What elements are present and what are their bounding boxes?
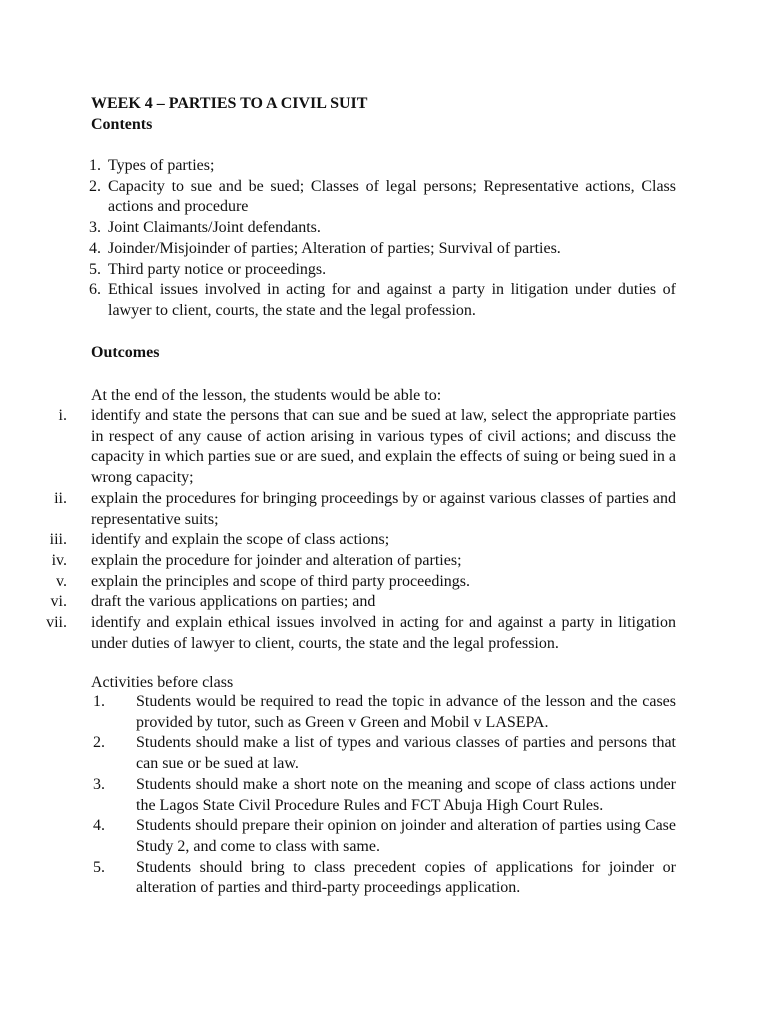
contents-item [75, 239, 676, 260]
activity-item-text: Students should prepare their opinion on joinder and alteration of parties using Case Study 2, and come to class with same. [136, 817, 676, 855]
activity-item [91, 733, 676, 774]
outcomes-heading: Outcomes [91, 344, 160, 361]
contents-item-text: Joinder/Misjoinder of parties; Alteration of parties; Survival of parties. [108, 239, 561, 257]
contents-item-number: 5. [89, 260, 101, 278]
contents-item-number: 3. [89, 219, 101, 237]
outcome-item [30, 592, 676, 613]
document-title: WEEK 4 – PARTIES TO A CIVIL SUIT [91, 95, 368, 112]
contents-heading: Contents [91, 116, 153, 133]
activities-heading: Activities before class [91, 674, 234, 691]
outcome-item-text: explain the procedures for bringing proceedings by or against various classes of parties and representative suits; [91, 489, 676, 528]
outcome-item-number: vi. [50, 593, 67, 611]
activity-item-text: Students would be required to read the topic in advance of the lesson and the cases provided by tutor, such as Green v Green and Mobil v LASEPA. [136, 693, 676, 731]
outcome-item-text: identify and state the persons that can sue and be sued at law, select the appropriate parties in respect of any cause of action arising in various types of civil actions; and discuss the capacity in which parties sue or are sued, and explain the effects of suing or being sued in a wrong capacity; [91, 407, 676, 487]
outcome-item-text: explain the principles and scope of third party proceedings. [91, 572, 470, 590]
contents-item [75, 280, 676, 321]
outcome-item-text: explain the procedure for joinder and alteration of parties; [91, 551, 462, 569]
contents-list [75, 156, 676, 322]
outcome-item-number: iv. [51, 551, 67, 569]
outcome-item-number: iii. [49, 531, 67, 549]
activity-item [91, 816, 676, 857]
contents-item-text: Ethical issues involved in acting for and against a party in litigation under duties of lawyer to client, courts, the state and the legal profession. [108, 281, 676, 319]
outcome-item [30, 613, 676, 654]
outcome-item-text: identify and explain ethical issues involved in acting for and against a party in litigation under duties of lawyer to client, courts, the state and the legal profession. [91, 614, 676, 652]
outcome-item-number: v. [56, 572, 67, 590]
outcome-item [30, 489, 676, 530]
outcome-item-number: i. [58, 407, 67, 424]
contents-item-number: 4. [89, 239, 101, 257]
activity-item [91, 858, 676, 899]
activity-item-number: 2. [93, 734, 105, 752]
contents-item-text: Joint Claimants/Joint defendants. [108, 219, 321, 237]
contents-item [75, 260, 676, 281]
outcome-item [30, 406, 676, 489]
activity-item-text: Students should bring to class precedent copies of applications for joinder or alteration of parties and third-party proceedings application. [136, 858, 676, 897]
contents-item [75, 156, 676, 177]
outcome-item [30, 530, 676, 551]
activity-item [91, 775, 676, 816]
activity-item-text: Students should make a short note on the meaning and scope of class actions under the Lagos State Civil Procedure Rules and FCT Abuja High Court Rules. [136, 775, 676, 814]
outcome-item-number: vii. [46, 614, 67, 632]
activity-item [91, 692, 676, 733]
contents-item-text: Types of parties; [108, 157, 215, 174]
outcome-item [30, 551, 676, 572]
outcome-item-text: draft the various applications on parties; and [91, 593, 376, 611]
activity-item-text: Students should make a list of types and various classes of parties and persons that can sue or be sued at law. [136, 734, 676, 773]
activities-list [91, 692, 676, 899]
contents-item-text: Capacity to sue and be sued; Classes of legal persons; Representative actions, Class actions and procedure [108, 177, 676, 216]
outcome-item-text: identify and explain the scope of class actions; [91, 531, 390, 549]
activity-item-number: 4. [93, 817, 105, 835]
outcomes-list [30, 406, 676, 654]
activity-item-number: 5. [93, 858, 105, 876]
outcome-item-number: ii. [54, 489, 67, 507]
outcomes-intro: At the end of the lesson, the students would be able to: [91, 387, 442, 404]
contents-item-number: 1. [89, 157, 101, 174]
contents-item [75, 177, 676, 218]
activity-item-number: 3. [93, 775, 105, 793]
contents-item-text: Third party notice or proceedings. [108, 260, 327, 278]
outcome-item [30, 572, 676, 593]
contents-item-number: 2. [89, 177, 101, 195]
contents-item [75, 218, 676, 239]
contents-item-number: 6. [89, 281, 101, 299]
activity-item-number: 1. [93, 693, 105, 710]
